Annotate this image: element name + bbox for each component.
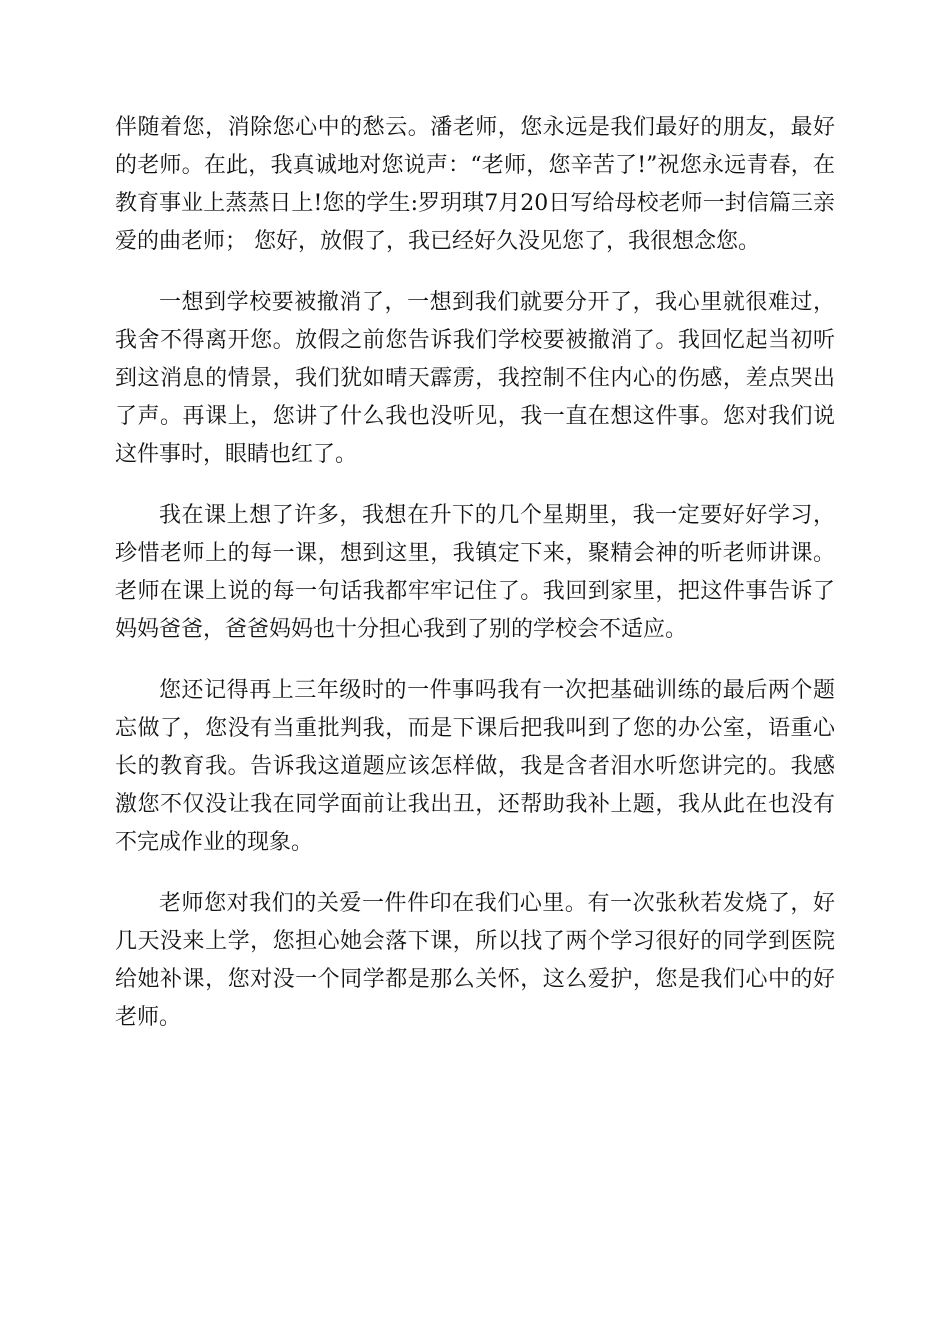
document-body [115,109,835,1060]
paragraph-2: 一想到学校要被撤消了，一想到我们就要分开了，我心里就很难过，我舍不得离开您。放假之前您告诉我们学校要被撤消了。我回忆起当初听到这消息的情景，我们犹如晴天霹雳，我控制不住内心的伤感，差点哭出了声。再课上，您讲了什么我也没听见，我一直在想这件事。您对我们说这件事时，眼睛也红了。 [115,290,835,467]
paragraph-3: 我在课上想了许多，我想在升下的几个星期里，我一定要好好学习，珍惜老师上的每一课，想到这里，我镇定下来，聚精会神的听老师讲课。老师在课上说的每一句话我都牢牢记住了。我回到家里，把这件事告诉了妈妈爸爸，爸爸妈妈也十分担心我到了别的学校会不适应。 [115,503,835,642]
paragraph-4: 您还记得再上三年级时的一件事吗我有一次把基础训练的最后两个题忘做了，您没有当重批判我，而是下课后把我叫到了您的办公室，语重心长的教育我。告诉我这道题应该怎样做，我是含者泪水听您讲完的。我感激您不仅没让我在同学面前让我出丑，还帮助我补上题，我从此在也没有不完成作业的现象。 [115,678,835,855]
paragraph-5: 老师您对我们的关爱一件件印在我们心里。有一次张秋若发烧了，好几天没来上学，您担心她会落下课，所以找了两个学习很好的同学到医院给她补课，您对没一个同学都是那么关怀，这么爱护，您是我们心中的好老师。 [115,891,835,1030]
paragraph-1: 伴随着您，消除您心中的愁云。潘老师，您永远是我们最好的朋友，最好的老师。在此，我真诚地对您说声：“老师，您辛苦了!”祝您永远青春，在教育事业上蒸蒸日上!您的学生:罗玥琪7月20日写给母校老师一封信篇三亲爱的曲老师； 您好，放假了，我已经好久没见您了，我很想念您。 [115,115,835,254]
